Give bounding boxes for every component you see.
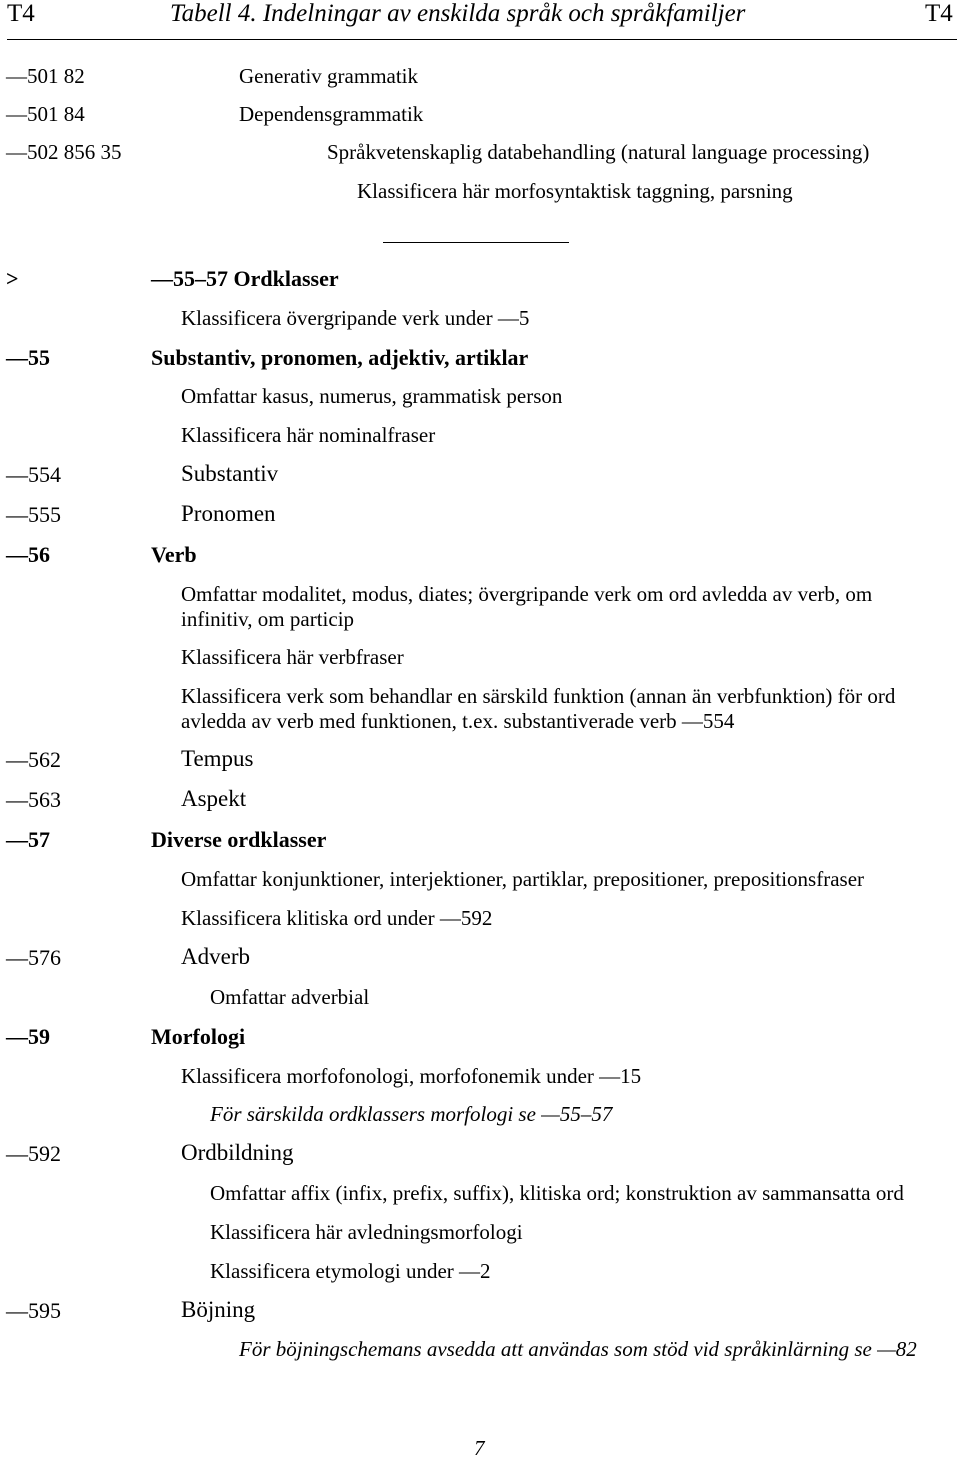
note-56-funktion: Klassificera verk som behandlar en särskild funktion (annan än verbfunktion) för ord avledda av verb med funktionen, t.ex. substantiverade verb —554 — [181, 684, 896, 733]
label-sprakvetenskaplig-databehandling: Språkvetenskaplig databehandling (natural language processing) — [327, 140, 870, 164]
page-title: Tabell 4. Indelningar av enskilda språk och språkfamiljer — [170, 0, 746, 27]
note-55-klassificera: Klassificera här nominalfraser — [181, 423, 436, 447]
code-502-856-35: —502 856 35 — [6, 140, 122, 164]
note-57-omfattar: Omfattar konjunktioner, interjektioner, partiklar, prepositioner, prepositionsfraser — [181, 867, 865, 891]
code-592: —592 — [6, 1141, 61, 1166]
label-pronomen: Pronomen — [181, 501, 276, 526]
code-501-84: —501 84 — [6, 102, 85, 126]
code-59: —59 — [6, 1024, 50, 1049]
note-59-morfofonologi: Klassificera morfofonologi, morfofonemik under —15 — [181, 1064, 642, 1088]
section-divider — [383, 242, 569, 243]
label-dependensgrammatik: Dependensgrammatik — [239, 102, 424, 126]
note-56-omfattar: Omfattar modalitet, modus, diates; övergripande verk om ord avledda av verb, om infinitiv, om particip — [181, 582, 873, 631]
code-555: —555 — [6, 502, 61, 527]
note-592-etymologi: Klassificera etymologi under —2 — [210, 1259, 491, 1283]
note-56-verbfraser: Klassificera här verbfraser — [181, 645, 404, 669]
note-ordklasser: Klassificera övergripande verk under —5 — [181, 306, 530, 330]
span-marker: > — [6, 266, 19, 291]
see-note-595: För böjningschemans avsedda att användas som stöd vid språkinlärning se —82 — [239, 1337, 917, 1361]
code-55: —55 — [6, 345, 50, 370]
page-number: 7 — [474, 1436, 485, 1460]
note-55-omfattar: Omfattar kasus, numerus, grammatisk person — [181, 384, 563, 408]
heading-ordklasser: —55–57 Ordklasser — [151, 266, 339, 291]
note-592-omfattar: Omfattar affix (infix, prefix, suffix), klitiska ord; konstruktion av sammansatta ord — [210, 1181, 904, 1205]
note-576: Omfattar adverbial — [210, 985, 370, 1009]
code-563: —563 — [6, 787, 61, 812]
label-ordbildning: Ordbildning — [181, 1140, 294, 1165]
header-left-code: T4 — [7, 0, 35, 27]
code-595: —595 — [6, 1298, 61, 1323]
label-adverb: Adverb — [181, 944, 250, 969]
label-generativ-grammatik: Generativ grammatik — [239, 64, 419, 88]
heading-diverse-ordklasser: Diverse ordklasser — [151, 827, 327, 852]
heading-morfologi: Morfologi — [151, 1024, 246, 1049]
code-56: —56 — [6, 542, 50, 567]
note-502-856-35: Klassificera här morfosyntaktisk taggning, parsning — [357, 179, 793, 203]
label-aspekt: Aspekt — [181, 786, 247, 811]
note-592-avledning: Klassificera här avledningsmorfologi — [210, 1220, 523, 1244]
label-bojning: Böjning — [181, 1297, 256, 1322]
code-57: —57 — [6, 827, 50, 852]
code-501-82: —501 82 — [6, 64, 85, 88]
header-rule — [7, 39, 957, 40]
note-57-klitiska: Klassificera klitiska ord under —592 — [181, 906, 493, 930]
label-tempus: Tempus — [181, 746, 254, 771]
label-substantiv: Substantiv — [181, 461, 279, 486]
code-554: —554 — [6, 462, 61, 487]
see-note-59: För särskilda ordklassers morfologi se —55–57 — [210, 1102, 613, 1126]
code-562: —562 — [6, 747, 61, 772]
heading-substantiv-pronomen: Substantiv, pronomen, adjektiv, artiklar — [151, 345, 529, 370]
heading-verb: Verb — [151, 542, 197, 567]
code-576: —576 — [6, 945, 61, 970]
header-right-code: T4 — [925, 0, 953, 27]
